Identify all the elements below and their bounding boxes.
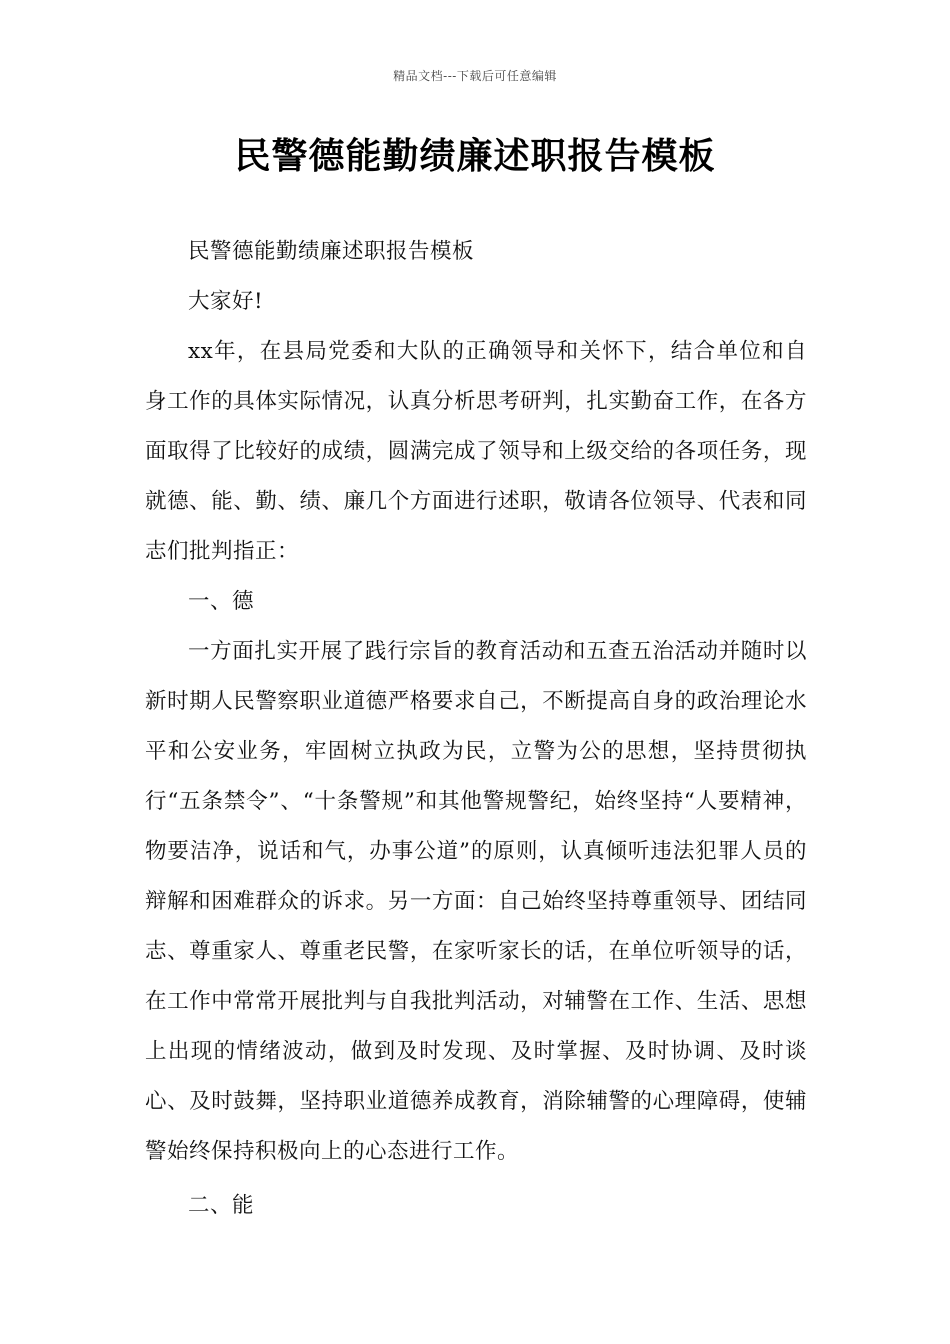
document-title: 民警德能勤绩廉述职报告模板 [234,136,716,177]
paragraph-de-body: 一方面扎实开展了践行宗旨的教育活动和五查五治活动并随时以新时期人民警察职业道德严格要求自己，不断提高自身的政治理论水平和公安业务，牢固树立执政为民，立警为公的思想，坚持贯彻执行“五条禁令”、“十条警规”和其他警规警纪，始终坚持“人要精神，物要洁净，说话和气，办事公道”的原则，认真倾听违法犯罪人员的辩解和困难群众的诉求。另一方面：自己始终坚持尊重领导、团结同志、尊重家人、尊重老民警，在家听家长的话，在单位听领导的话，在工作中常常开展批判与自我批判活动，对辅警在工作、生活、思想上出现的情绪波动，做到及时发现、及时掌握、及时协调、及时谈心、及时鼓舞，坚持职业道德养成教育，消除辅警的心理障碍，使辅警始终保持积极向上的心态进行工作。 [145,639,807,1164]
section-heading-de: 一、德 [188,589,255,614]
paragraph-intro: xx年，在县局党委和大队的正确领导和关怀下，结合单位和自身工作的具体实际情况，认真分析思考研判，扎实勤奋工作，在各方面取得了比较好的成绩，圆满完成了领导和上级交给的各项任务，现就德、能、勤、绩、廉几个方面进行述职，敬请各位领导、代表和同志们批判指正： [145,339,807,564]
paragraph-greeting: 大家好! [188,289,264,314]
paragraph-subtitle: 民警德能勤绩廉述职报告模板 [188,239,475,264]
section-heading-neng: 二、能 [188,1193,255,1218]
document-body [145,227,807,1231]
header-note: 精品文档---下载后可任意编辑 [393,69,557,83]
